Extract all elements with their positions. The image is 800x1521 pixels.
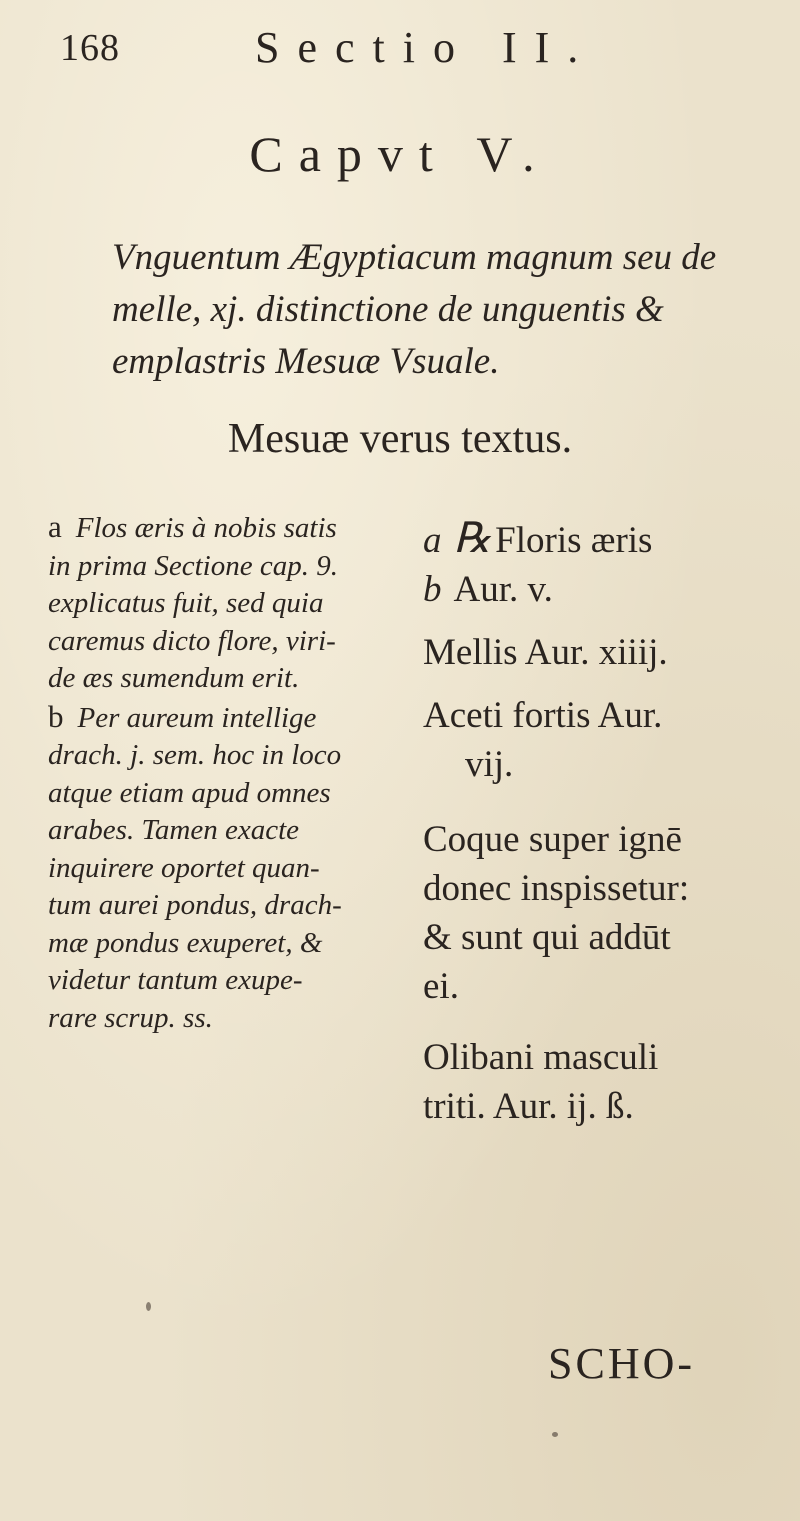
chapter-subtitle [112,232,792,388]
recipe-ingredient [423,515,800,565]
ink-speck [146,1302,151,1311]
commentary-column [48,508,418,1037]
note-line: in prima Sectione cap. 9. [48,549,338,582]
catchword: SCHO- [548,1339,696,1388]
recipe-ingredient [423,740,800,789]
recipe-ingredient [423,565,800,614]
note-line: atque etiam apud omnes [48,776,331,809]
instruction-line: Coque super ignē [423,819,682,860]
commentary-note-a [48,508,418,698]
recipe-ingredient [423,628,800,677]
page-header [60,22,660,82]
recipe-column [423,515,800,1131]
note-line: caremus dicto flore, viri- [48,624,336,657]
instruction-line: Olibani masculi [423,1037,659,1078]
recipe-final-ingredient [423,1033,800,1131]
ingredient-text: Aceti fortis Aur. [423,695,663,736]
ingredient-text: vij. [465,744,514,785]
note-marker: b [48,698,64,734]
note-line: Flos æris à nobis satis [75,512,337,544]
instruction-line: & sunt qui addūt [423,917,671,958]
note-line: de æs sumendum erit. [48,662,300,694]
note-line: drach. j. sem. hoc in loco [48,739,342,771]
recipe-symbol-icon: ℞ [453,516,492,562]
note-line: inquirere oportet quan- [48,851,320,884]
ingredient-text: Aur. v. [453,569,553,610]
chapter-title: Capvt V. [249,126,551,182]
note-line: Per aureum intellige [77,701,317,734]
instruction-line: donec inspissetur: [423,868,690,909]
note-line: arabes. Tamen exacte [48,814,300,846]
instruction-line: triti. Aur. ij. ß. [423,1086,634,1127]
ink-speck [552,1432,558,1437]
page-number: 168 [60,27,120,69]
instruction-line: ei. [423,966,459,1007]
commentary-note-b [48,698,418,1038]
running-head: Sectio II. [255,23,597,72]
note-line: explicatus fuit, sed quia [48,587,324,619]
subtitle-line: emplastris Mesuæ Vsuale. [112,341,500,382]
ingredient-text: Floris æris [495,520,653,561]
subtitle-line: melle, xj. distinctione de unguentis & [112,289,664,330]
ingredient-text: Mellis Aur. xiiij. [423,632,668,673]
ingredient-marker: a [423,520,442,561]
note-line: videtur tantum exupe- [48,964,303,996]
note-line: rare scrup. ss. [48,1001,213,1034]
subtitle-line: Vnguentum Ægyptiacum magnum seu de [112,237,717,278]
recipe-instruction [423,815,800,1011]
note-marker: a [48,509,62,544]
note-line: mæ pondus exuperet, & [48,926,323,959]
ingredient-marker: b [423,569,442,610]
note-line: tum aurei pondus, drach- [48,889,342,921]
recipe-ingredient [423,691,800,740]
section-heading: Mesuæ verus textus. [227,416,573,462]
